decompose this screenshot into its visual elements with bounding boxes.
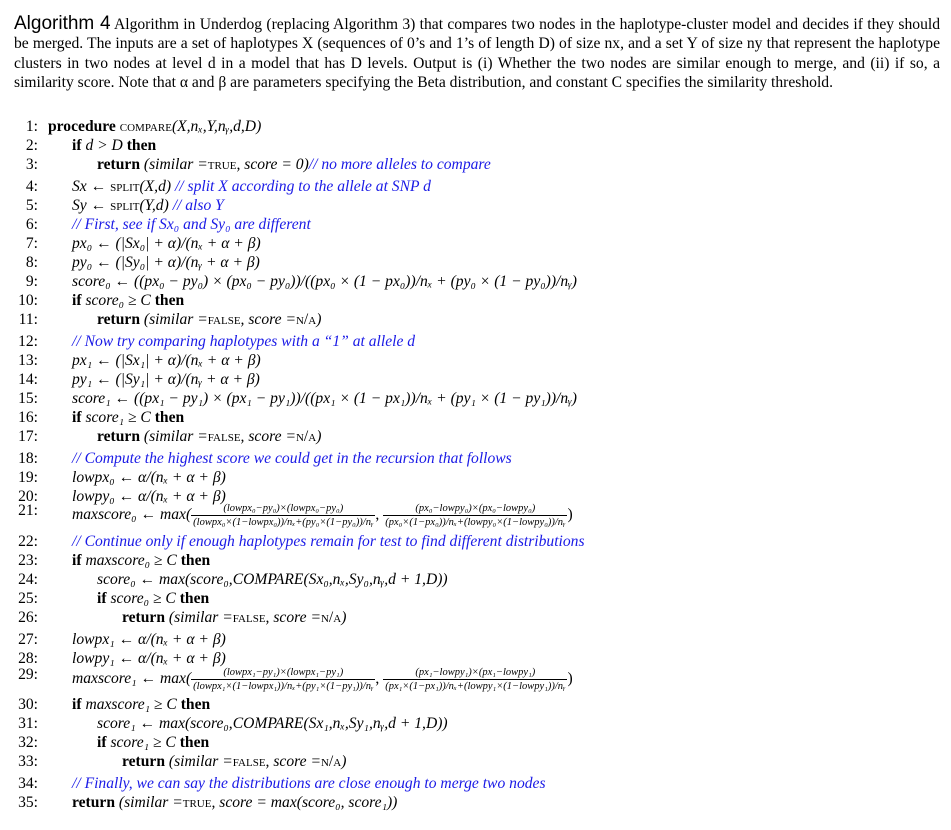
code-text: ) bbox=[316, 428, 322, 445]
line-code bbox=[72, 450, 512, 468]
algorithm-line bbox=[0, 235, 951, 255]
code-text: , score = bbox=[265, 753, 321, 770]
code-text: d > D bbox=[85, 137, 127, 154]
code-keyword: if bbox=[72, 292, 86, 309]
fraction-separator: ) bbox=[567, 506, 573, 524]
line-code bbox=[122, 753, 346, 771]
algorithm-line bbox=[0, 137, 951, 157]
line-code bbox=[72, 533, 585, 551]
line-number: 2: bbox=[25, 137, 38, 154]
line-number: 14: bbox=[18, 371, 38, 388]
line-number: 31: bbox=[18, 715, 38, 732]
algorithm-line bbox=[0, 631, 951, 651]
fraction-numerator: (px₁−lowpy₁)×(px₁−lowpy₁) bbox=[383, 666, 567, 680]
line-number: 28: bbox=[18, 650, 38, 667]
code-text: py₁ ← (|Sy₁| + α)/(nᵧ + α + β) bbox=[72, 371, 260, 388]
line-number: 16: bbox=[18, 409, 38, 426]
code-keyword: return bbox=[122, 609, 169, 626]
line-code bbox=[72, 235, 261, 253]
code-comment: // Compute the highest score we could get in the recursion that follows bbox=[72, 450, 512, 467]
line-number: 12: bbox=[18, 333, 38, 350]
code-text: lowpx₀ ← α/(nₓ + α + β) bbox=[72, 469, 226, 486]
line-code bbox=[72, 292, 184, 310]
algorithm-line bbox=[0, 254, 951, 274]
algorithm-line bbox=[0, 428, 951, 448]
code-text: lowpx₁ ← α/(nₓ + α + β) bbox=[72, 631, 226, 648]
code-keyword: return bbox=[72, 794, 119, 811]
code-text: , score = bbox=[240, 428, 296, 445]
code-text: (Y,d) bbox=[139, 197, 173, 214]
code-comment: // Finally, we can say the distributions are close enough to merge two nodes bbox=[72, 775, 546, 792]
code-keyword: if bbox=[72, 409, 86, 426]
code-text: score₁ ← ((px₁ − py₁) × (px₁ − py₁))/((px₁ × (1 − px₁))/nₓ + (py₁ × (1 − py₁))/nᵧ) bbox=[72, 390, 577, 407]
line-number: 9: bbox=[25, 273, 38, 290]
line-code bbox=[72, 197, 224, 215]
code-text: ) bbox=[316, 311, 322, 328]
line-code bbox=[72, 273, 577, 291]
code-text: false bbox=[207, 311, 241, 328]
code-text: COMPARE bbox=[232, 715, 304, 732]
algorithm-line bbox=[0, 696, 951, 716]
algorithm-description: Algorithm in Underdog (replacing Algorithm 3) that compares two nodes in the haplotype-cluster model and decides if they should be merged. The inputs are a set of haplotypes X (sequences of 0’s and 1’s of length D) of size nx, and a set Y of size ny that represent the haplotype clusters in two nodes at level d in a model that has D levels. Output is (i) Whether the two nodes are similar enough to merge, and (ii) if so, a similarity score. Note that α and β are parameters specifying the Beta distribution, and constant C specifies the similarity threshold. bbox=[14, 16, 940, 92]
fraction-denominator: (px₁×(1−px₁))/nₓ+(lowpy₁×(1−lowpy₁))/nᵧ bbox=[385, 681, 566, 692]
code-text: false bbox=[207, 428, 241, 445]
code-text: (similar = bbox=[143, 156, 208, 173]
algorithm-line bbox=[0, 371, 951, 391]
code-text: score₀ ≥ C bbox=[85, 292, 155, 309]
code-text: (similar = bbox=[168, 753, 233, 770]
line-code bbox=[72, 696, 210, 714]
code-text: ) bbox=[341, 609, 347, 626]
fraction bbox=[191, 502, 375, 529]
algorithm-caption bbox=[14, 14, 940, 93]
line-code bbox=[72, 552, 210, 570]
fraction-separator: , bbox=[375, 670, 384, 688]
line-number: 29: bbox=[18, 666, 38, 683]
code-text: py₀ ← (|Sy₀| + α)/(nᵧ + α + β) bbox=[72, 254, 260, 271]
line-code bbox=[97, 428, 321, 446]
code-keyword: return bbox=[97, 428, 144, 445]
line-number: 19: bbox=[18, 469, 38, 486]
code-keyword: return bbox=[97, 156, 144, 173]
algorithm-line bbox=[0, 552, 951, 572]
line-number: 20: bbox=[18, 488, 38, 505]
code-keyword: if bbox=[72, 696, 86, 713]
code-keyword: then bbox=[154, 409, 185, 426]
line-code bbox=[97, 734, 209, 752]
line-code bbox=[72, 178, 431, 196]
code-text: Sx ← bbox=[72, 178, 111, 195]
line-code bbox=[72, 333, 415, 351]
code-keyword: return bbox=[122, 753, 169, 770]
algorithm-heading: Algorithm 4 bbox=[14, 13, 111, 34]
algorithm-line bbox=[0, 197, 951, 217]
code-text: true bbox=[182, 794, 212, 811]
code-text: true bbox=[207, 156, 237, 173]
line-number: 34: bbox=[18, 775, 38, 792]
code-text: score₀ ← max(score₀, bbox=[97, 571, 233, 588]
code-text: (X,nₓ,Y,nᵧ,d,D) bbox=[171, 118, 262, 135]
code-keyword: if bbox=[97, 734, 111, 751]
line-code bbox=[72, 794, 397, 812]
line-number: 1: bbox=[25, 118, 38, 135]
algorithm-line bbox=[0, 118, 951, 138]
algorithm-line bbox=[0, 333, 951, 353]
code-text: , score = max(score₀, score₁)) bbox=[211, 794, 398, 811]
code-keyword: then bbox=[154, 292, 185, 309]
code-text: (similar = bbox=[143, 311, 208, 328]
code-text: score₀ ≥ C bbox=[110, 590, 180, 607]
algorithm-line bbox=[0, 571, 951, 591]
code-text: false bbox=[232, 753, 266, 770]
line-code bbox=[72, 631, 226, 649]
line-number: 6: bbox=[25, 216, 38, 233]
algorithm-line bbox=[0, 409, 951, 429]
fraction-separator: , bbox=[375, 506, 384, 524]
code-text: n/a bbox=[295, 311, 317, 328]
line-number: 11: bbox=[18, 311, 38, 328]
fraction bbox=[383, 666, 567, 693]
code-comment: // Now try comparing haplotypes with a “1” at allele d bbox=[72, 333, 416, 350]
code-text: maxscore₁ ≥ C bbox=[85, 696, 181, 713]
line-number: 27: bbox=[18, 631, 38, 648]
code-text: COMPARE bbox=[232, 571, 304, 588]
line-number: 4: bbox=[25, 178, 38, 195]
fraction bbox=[383, 502, 567, 529]
line-code bbox=[72, 775, 546, 793]
algorithm-line bbox=[0, 216, 951, 236]
code-text: score₁ ← max(score₀, bbox=[97, 715, 233, 732]
line-number: 26: bbox=[18, 609, 38, 626]
code-comment: // Continue only if enough haplotypes remain for test to find different distributions bbox=[72, 533, 585, 550]
code-comment: // also Y bbox=[172, 197, 224, 214]
algorithm-line bbox=[0, 794, 951, 814]
algorithm-line bbox=[0, 590, 951, 610]
line-number: 22: bbox=[18, 533, 38, 550]
fraction-denominator: (px₀×(1−px₀))/nₓ+(lowpy₀×(1−lowpy₀))/nᵧ bbox=[385, 517, 566, 528]
line-code bbox=[72, 254, 260, 272]
code-text: (Sx₁,nₓ,Sy₁,nᵧ,d + 1,D)) bbox=[303, 715, 448, 732]
maxscore-lead: maxscore₁ ← max( bbox=[72, 670, 192, 688]
line-number: 24: bbox=[18, 571, 38, 588]
fraction-separator: ) bbox=[567, 670, 573, 688]
line-number: 8: bbox=[25, 254, 38, 271]
algorithm-line bbox=[0, 775, 951, 795]
line-number: 15: bbox=[18, 390, 38, 407]
code-text: , score = 0) bbox=[236, 156, 309, 173]
line-number: 25: bbox=[18, 590, 38, 607]
fraction-numerator: (lowpx₀−py₀)×(lowpx₀−py₀) bbox=[191, 502, 375, 516]
code-text: (similar = bbox=[118, 794, 183, 811]
code-text: px₁ ← (|Sx₁| + α)/(nₓ + α + β) bbox=[72, 352, 261, 369]
line-code bbox=[72, 502, 573, 529]
algorithm-line bbox=[0, 273, 951, 293]
line-code bbox=[97, 590, 209, 608]
code-text: (similar = bbox=[143, 428, 208, 445]
code-keyword: if bbox=[97, 590, 111, 607]
code-text: maxscore₀ ≥ C bbox=[85, 552, 181, 569]
line-number: 5: bbox=[25, 197, 38, 214]
line-code bbox=[97, 311, 321, 329]
code-text: , score = bbox=[265, 609, 321, 626]
line-number: 18: bbox=[18, 450, 38, 467]
line-number: 35: bbox=[18, 794, 38, 811]
algorithm-line bbox=[0, 450, 951, 470]
code-text: px₀ ← (|Sx₀| + α)/(nₓ + α + β) bbox=[72, 235, 261, 252]
code-text: split bbox=[110, 178, 140, 195]
code-text: (similar = bbox=[168, 609, 233, 626]
line-number: 13: bbox=[18, 352, 38, 369]
fraction-denominator: (lowpx₁×(1−lowpx₁))/nₓ+(py₁×(1−py₁))/nᵧ bbox=[193, 681, 374, 692]
code-keyword: if bbox=[72, 552, 86, 569]
code-text: (Sx₀,nₓ,Sy₀,nᵧ,d + 1,D)) bbox=[303, 571, 448, 588]
code-comment: // First, see if Sx₀ and Sy₀ are different bbox=[72, 216, 311, 233]
line-code bbox=[72, 390, 577, 408]
code-comment: // split X according to the allele at SNP d bbox=[174, 178, 431, 195]
algorithm-line bbox=[0, 311, 951, 331]
line-code bbox=[72, 666, 573, 693]
line-code bbox=[72, 137, 156, 155]
code-keyword: then bbox=[179, 734, 210, 751]
algorithm-line bbox=[0, 533, 951, 553]
line-code bbox=[72, 371, 260, 389]
algorithm-line bbox=[0, 469, 951, 489]
maxscore-lead: maxscore₀ ← max( bbox=[72, 506, 192, 524]
line-code bbox=[72, 216, 311, 234]
algorithm-line bbox=[0, 352, 951, 372]
line-code bbox=[72, 469, 226, 487]
algorithm-line bbox=[0, 715, 951, 735]
code-text: ) bbox=[341, 753, 347, 770]
code-text: score₀ ← ((px₀ − py₀) × (px₀ − py₀))/((px₀ × (1 − px₀))/nₓ + (py₀ × (1 − py₀))/nᵧ) bbox=[72, 273, 577, 290]
line-code bbox=[72, 409, 184, 427]
fraction bbox=[191, 666, 375, 693]
code-text: n/a bbox=[320, 609, 342, 626]
code-keyword: then bbox=[180, 552, 211, 569]
line-code bbox=[48, 118, 261, 136]
code-comment: // no more alleles to compare bbox=[308, 156, 491, 173]
code-text: score₁ ≥ C bbox=[110, 734, 180, 751]
line-code bbox=[97, 156, 491, 174]
algorithm-line bbox=[0, 390, 951, 410]
line-code bbox=[72, 352, 261, 370]
code-text: compare bbox=[119, 118, 172, 135]
code-text: n/a bbox=[295, 428, 317, 445]
code-text: false bbox=[232, 609, 266, 626]
code-keyword: return bbox=[97, 311, 144, 328]
algorithm-line bbox=[0, 666, 951, 692]
algorithm-line bbox=[0, 156, 951, 176]
line-number: 21: bbox=[18, 502, 38, 519]
algorithm-line bbox=[0, 734, 951, 754]
code-text: split bbox=[110, 197, 140, 214]
line-number: 10: bbox=[18, 292, 38, 309]
line-number: 30: bbox=[18, 696, 38, 713]
line-number: 17: bbox=[18, 428, 38, 445]
line-code bbox=[97, 571, 448, 589]
fraction-numerator: (lowpx₁−py₁)×(lowpx₁−py₁) bbox=[191, 666, 375, 680]
line-number: 33: bbox=[18, 753, 38, 770]
code-text: score₁ ≥ C bbox=[85, 409, 155, 426]
algorithm-line bbox=[0, 502, 951, 528]
code-keyword: if bbox=[72, 137, 86, 154]
line-number: 23: bbox=[18, 552, 38, 569]
code-keyword: procedure bbox=[48, 118, 120, 135]
fraction-denominator: (lowpx₀×(1−lowpx₀))/nₓ+(py₀×(1−py₀))/nᵧ bbox=[193, 517, 374, 528]
code-keyword: then bbox=[126, 137, 157, 154]
line-code bbox=[122, 609, 346, 627]
line-number: 32: bbox=[18, 734, 38, 751]
line-number: 3: bbox=[25, 156, 38, 173]
line-code bbox=[97, 715, 448, 733]
code-keyword: then bbox=[179, 590, 210, 607]
code-keyword: then bbox=[180, 696, 211, 713]
code-text: lowpy₀ ← α/(nₓ + α + β) bbox=[72, 488, 226, 505]
code-text: lowpy₁ ← α/(nₓ + α + β) bbox=[72, 650, 226, 667]
code-text: (X,d) bbox=[139, 178, 175, 195]
algorithm-line bbox=[0, 178, 951, 198]
algorithm-line bbox=[0, 609, 951, 629]
code-text: Sy ← bbox=[72, 197, 111, 214]
line-number: 7: bbox=[25, 235, 38, 252]
fraction-numerator: (px₀−lowpy₀)×(px₀−lowpy₀) bbox=[383, 502, 567, 516]
code-text: , score = bbox=[240, 311, 296, 328]
code-text: n/a bbox=[320, 753, 342, 770]
algorithm-line bbox=[0, 753, 951, 773]
algorithm-line bbox=[0, 292, 951, 312]
